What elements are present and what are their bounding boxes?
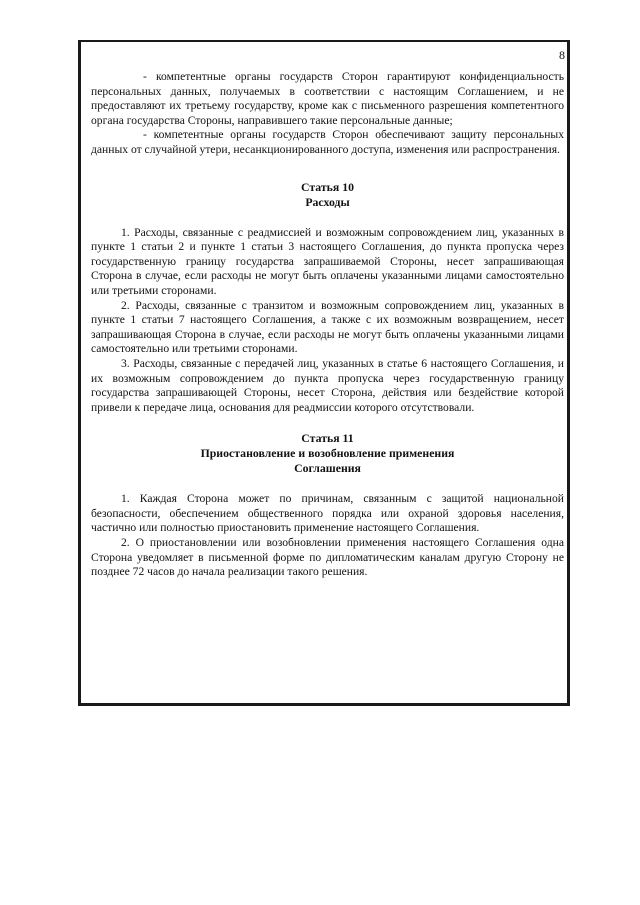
- article-11-paragraph-1: 1. Каждая Сторона может по причинам, связанным с защитой национальной безопасности, обеспечением общественного порядка или охраной здоровья населения, частично или полностью приостановить применение настоящего Соглашения.: [91, 492, 564, 535]
- article-11-title-line-1: Приостановление и возобновление применения: [200, 446, 455, 461]
- intro-bullet-confidentiality: - компетентные органы государств Сторон гарантируют конфиденциальность персональных данных, получаемых в соответствии с настоящим Соглашением, и не предоставляют их третьему государству, кроме как с письменного разрешения компетентного органа государства Стороны, направившего такие персональные данные;: [91, 70, 564, 127]
- article-11: [91, 431, 564, 580]
- article-11-number: Статья 11: [301, 431, 354, 446]
- spacer: [91, 476, 564, 492]
- article-11-paragraph-2: 2. О приостановлении или возобновлении применения настоящего Соглашения одна Сторона уведомляет в письменной форме по дипломатическим каналам другую Сторону не позднее 72 часов до начала реализации такого решения.: [91, 536, 564, 579]
- article-10-number: Статья 10: [300, 179, 355, 194]
- article-10-title: Расходы: [305, 194, 350, 209]
- article-10-paragraph-3: 3. Расходы, связанные с передачей лиц, указанных в статье 6 настоящего Соглашения, и их возможным сопровождением до пункта пропуска через государственную границу государства запрашивающей Стороны, несет Сторона, действия или бездействие которой привели к передаче лица, основания для реадмиссии которого отсутствовали.: [91, 356, 564, 414]
- document-page-frame: [78, 40, 570, 706]
- document-body: [91, 70, 564, 580]
- spacer: [91, 415, 564, 431]
- spacer: [91, 210, 564, 226]
- article-10: [91, 180, 564, 416]
- article-10-paragraph-2: 2. Расходы, связанные с транзитом и возможным сопровождением лиц, указанных в пункте 1 статьи 7 настоящего Соглашения, а также с их возможным возвращением, несет запрашивающая Сторона в случае, если расходы не могут быть оплачены указанными лицами самостоятельно или третьими сторонами.: [91, 298, 564, 356]
- page-number: 8: [559, 48, 565, 62]
- intro-bullet-protection: - компетентные органы государств Сторон обеспечивают защиту персональных данных от случайной утери, несанкционированного доступа, изменения или распространения.: [91, 128, 564, 156]
- article-10-paragraph-1: 1. Расходы, связанные с реадмиссией и возможным сопровождением лиц, указанных в пункте 1 статьи 2 и пункте 1 статьи 3 настоящего Соглашения, до пункта пропуска через государственную границу государства запрашиваемой Стороны, несет запрашивающая Сторона в случае, если расходы не могут быть оплачены указанными лицами самостоятельно или третьими сторонами.: [91, 225, 564, 297]
- spacer: [91, 158, 564, 180]
- article-11-title-line-2: Соглашения: [294, 461, 361, 476]
